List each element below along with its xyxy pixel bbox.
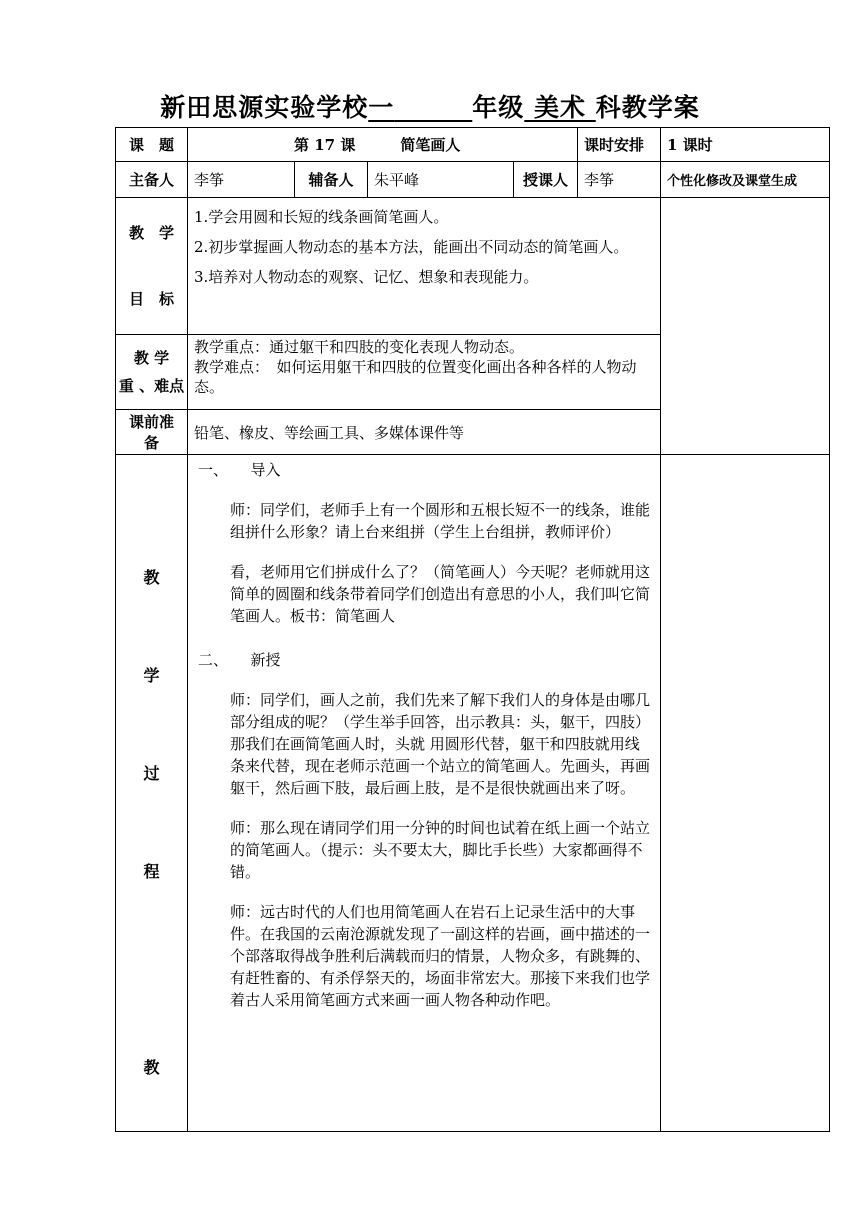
school-name: 新田思源实验学校	[160, 93, 369, 122]
paragraph: 看，老师用它们拼成什么了？（简笔画人）今天呢？老师就用这简单的圆圈和线条带着同学们创造出有意思的小人，我们叫它简笔画人。板书：简笔画人	[230, 563, 651, 625]
main-preparer-value: 李筝	[188, 162, 295, 198]
main-preparer-label: 主备人	[116, 162, 188, 198]
section-heading: 二、 新授	[198, 651, 281, 669]
topic-label: 课 题	[116, 128, 188, 162]
document-title	[0, 88, 860, 124]
topic-row	[116, 128, 830, 162]
instructor-value: 李筝	[578, 162, 661, 198]
lesson-title: 第 17 课 简笔画人	[188, 128, 578, 162]
paragraph: 师：同学们，老师手上有一个圆形和五根长短不一的线条，谁能组拼什么形象？请上台来组拼（学生上台组拼，教师评价）	[230, 501, 651, 541]
section-heading: 一、 导入	[198, 461, 281, 479]
goals-content	[188, 198, 661, 335]
goals-label: 教 学 目 标	[116, 198, 188, 335]
instructor-label: 授课人	[514, 162, 578, 198]
schedule-value: 1 课时	[661, 128, 830, 162]
schedule-label: 课时安排	[578, 128, 661, 162]
assistant-preparer-label: 辅备人	[295, 162, 368, 198]
grade-value: 一	[368, 93, 395, 122]
goals-row	[116, 198, 830, 335]
grade-suffix: 年级	[472, 93, 525, 122]
prep-label: 课前准备	[116, 410, 188, 455]
subject-value: 美术	[534, 93, 587, 122]
lesson-plan-table	[115, 127, 830, 1132]
notes-column-header: 个性化修改及课堂生成	[661, 162, 830, 198]
prep-content: 铅笔、橡皮、等绘画工具、多媒体课件等	[188, 410, 661, 455]
keypoints-label: 教 学 重 、难点	[116, 335, 188, 410]
process-label: 教 学 过 程 教	[116, 455, 188, 1132]
difficult-point: 教学难点： 如何运用躯干和四肢的位置变化画出各种各样的人物动态。	[194, 358, 637, 396]
notes-cell-upper	[661, 198, 830, 455]
key-point: 教学重点：通过躯干和四肢的变化表现人物动态。	[194, 338, 525, 356]
process-row	[116, 455, 830, 1132]
process-content	[188, 455, 661, 1132]
paragraph: 师：同学们，画人之前，我们先来了解下我们人的身体是由哪几部分组成的呢？（学生举手回答，出示教具：头，躯干，四肢）那我们在画简笔画人时，头就 用圆形代替，躯干和四肢就用线条来代替，现在老师示范画一个站立的简笔画人。先画头，再画躯干，然后画下肢，最后画上肢，是不是很快就画出来了呀。	[230, 691, 651, 797]
staff-row	[116, 162, 830, 198]
assistant-preparer-value: 朱平峰	[368, 162, 514, 198]
notes-cell-lower	[661, 455, 830, 1132]
goal-item: 1.学会用圆和长短的线条画简笔画人。	[194, 208, 449, 226]
goal-item: 3.培养对人物动态的观察、记忆、想象和表现能力。	[194, 268, 539, 286]
paragraph: 师：那么现在请同学们用一分钟的时间也试着在纸上画一个站立的简笔画人。（提示：头不要太大，脚比手长些）大家都画得不错。	[230, 819, 651, 881]
goal-item: 2.初步掌握画人物动态的基本方法，能画出不同动态的简笔画人。	[194, 238, 629, 256]
keypoints-content	[188, 335, 661, 410]
title-suffix: 科教学案	[595, 93, 700, 122]
paragraph: 师：远古时代的人们也用简笔画人在岩石上记录生活中的大事件。在我国的云南沧源就发现了一副这样的岩画，画中描述的一个部落取得战争胜利后满载而归的情景，人物众多，有跳舞的、有赶牲畜的、有杀俘祭天的，场面非常宏大。那接下来我们也学着古人采用简笔画方式来画一画人物各种动作吧。	[230, 903, 651, 1009]
